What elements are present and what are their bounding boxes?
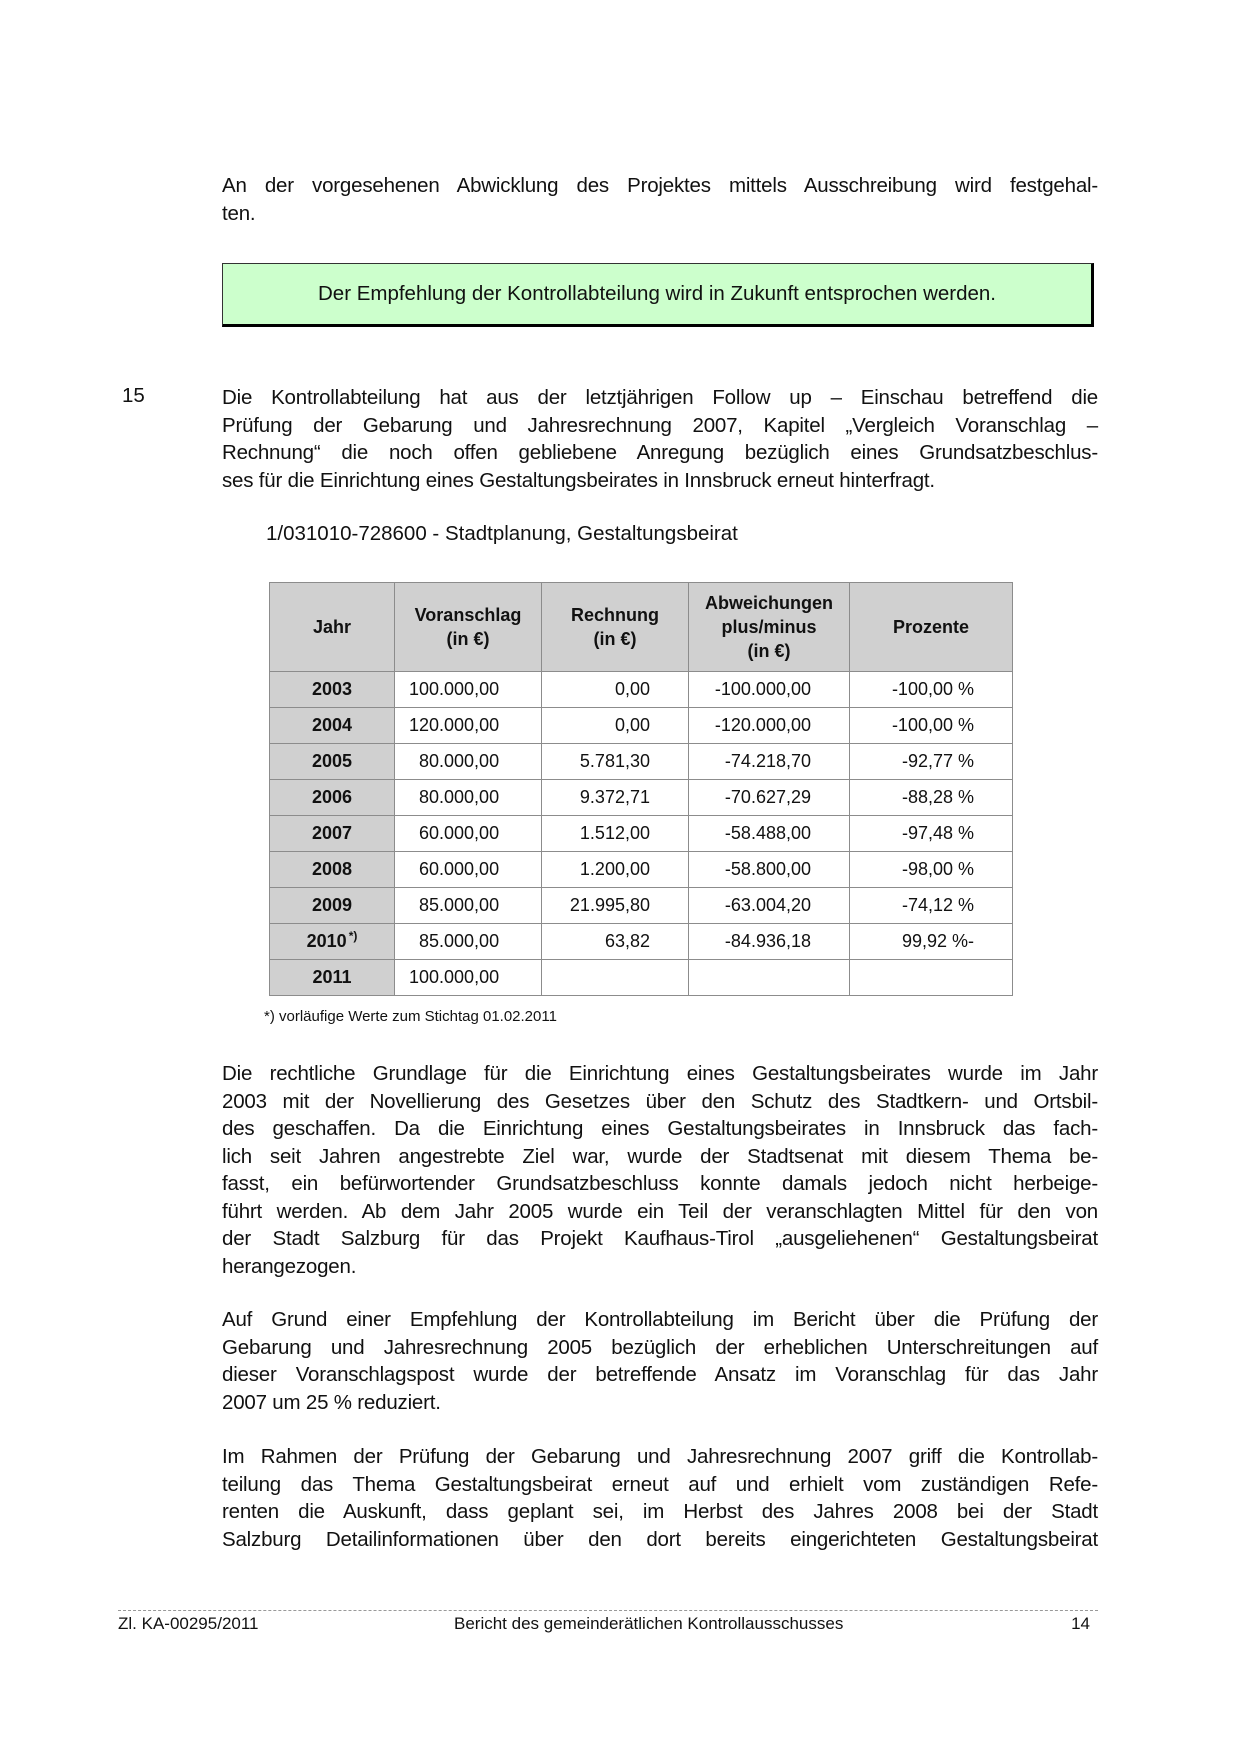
prozente-cell: -98,00 % (850, 852, 1013, 888)
footnote-marker: *) (348, 929, 358, 943)
text-line: Auf Grund einer Empfehlung der Kontrollabteilung im Bericht über die Prüfung der (222, 1308, 1098, 1331)
section-paragraph (222, 384, 1098, 494)
recommendation-text: Der Empfehlung der Kontrollabteilung wird in Zukunft entsprochen werden. (317, 282, 997, 305)
text-line: Die rechtliche Grundlage für die Einrichtung eines Gestaltungsbeirates wurde im Jahr (222, 1062, 1098, 1085)
voranschlag-cell: 60.000,00 (395, 852, 542, 888)
table-row (270, 780, 1013, 816)
table-row (270, 960, 1013, 996)
voranschlag-cell: 100.000,00 (395, 960, 542, 996)
rechnung-cell: 63,82 (542, 924, 689, 960)
voranschlag-cell: 80.000,00 (395, 780, 542, 816)
prozente-cell: 99,92 %- (850, 924, 1013, 960)
abweichung-cell: -63.004,20 (689, 888, 850, 924)
rechnung-cell: 0,00 (542, 708, 689, 744)
budget-table (269, 582, 1013, 996)
prozente-cell (850, 960, 1013, 996)
text-line: fasst, ein befürwortender Grundsatzbeschluss konnte damals jedoch nicht herbeige- (222, 1172, 1098, 1195)
footer-reference: Zl. KA-00295/2011 (118, 1614, 259, 1633)
abweichung-cell (689, 960, 850, 996)
text-line: herangezogen. (222, 1254, 357, 1278)
paragraph-reduction (222, 1306, 1098, 1416)
abweichung-cell: -74.218,70 (689, 744, 850, 780)
text-line: lich seit Jahren angestrebte Ziel war, wurde der Stadtsenat mit diesem Thema be- (222, 1144, 1098, 1168)
text-line: ses für die Einrichtung eines Gestaltungsbeirates in Innsbruck erneut hinterfragt. (222, 468, 935, 492)
section-number: 15 (122, 384, 145, 407)
table-row (270, 672, 1013, 708)
text-line: Prüfung der Gebarung und Jahresrechnung 2007, Kapitel „Vergleich Voranschlag – (222, 413, 1098, 437)
text-line: führt werden. Ab dem Jahr 2005 wurde ein Teil der veranschlagten Mittel für den von (222, 1199, 1098, 1223)
voranschlag-cell: 60.000,00 (395, 816, 542, 852)
abweichung-cell: -84.936,18 (689, 924, 850, 960)
header-prozente: Prozente (850, 583, 1013, 672)
table-row (270, 924, 1013, 960)
abweichung-cell: -58.800,00 (689, 852, 850, 888)
voranschlag-cell: 80.000,00 (395, 744, 542, 780)
intro-paragraph (222, 172, 1098, 227)
abweichung-cell: -120.000,00 (689, 708, 850, 744)
header-voranschlag: Voranschlag (in €) (395, 583, 542, 672)
table-header-row (270, 583, 1013, 672)
text-line: 2003 mit der Novellierung des Gesetzes über den Schutz des Stadtkern- und Ortsbil- (222, 1089, 1098, 1113)
footer-page-number: 14 (1071, 1614, 1090, 1633)
year-cell: 2011 (270, 960, 395, 996)
rechnung-cell: 0,00 (542, 672, 689, 708)
voranschlag-cell: 85.000,00 (395, 888, 542, 924)
voranschlag-cell: 120.000,00 (395, 708, 542, 744)
text-line: Gebarung und Jahresrechnung 2005 bezüglich der erheblichen Unterschreitungen auf (222, 1335, 1098, 1359)
rechnung-cell: 1.200,00 (542, 852, 689, 888)
abweichung-cell: -58.488,00 (689, 816, 850, 852)
text-line: Rechnung“ die noch offen gebliebene Anregung bezüglich eines Grundsatzbeschlus- (222, 441, 1098, 464)
year-cell: 2008 (270, 852, 395, 888)
header-abweichungen: Abweichungen plus/minus (in €) (689, 583, 850, 672)
text-line: An der vorgesehenen Abwicklung des Projektes mittels Ausschreibung wird festgehal- (222, 174, 1098, 197)
header-rechnung: Rechnung (in €) (542, 583, 689, 672)
text-line: des geschaffen. Da die Einrichtung eines Gestaltungsbeirates in Innsbruck das fach- (222, 1117, 1098, 1140)
recommendation-box (222, 263, 1094, 327)
prozente-cell: -100,00 % (850, 672, 1013, 708)
paragraph-legal-basis (222, 1060, 1098, 1280)
voranschlag-cell: 100.000,00 (395, 672, 542, 708)
text-line: 2007 um 25 % reduziert. (222, 1390, 441, 1414)
year-cell: 2004 (270, 708, 395, 744)
table-row (270, 744, 1013, 780)
year-cell: 2010 *) (270, 924, 395, 960)
text-line: Die Kontrollabteilung hat aus der letztjährigen Follow up – Einschau betreffend die (222, 386, 1098, 409)
voranschlag-cell: 85.000,00 (395, 924, 542, 960)
year-cell: 2006 (270, 780, 395, 816)
prozente-cell: -100,00 % (850, 708, 1013, 744)
prozente-cell: -88,28 % (850, 780, 1013, 816)
rechnung-cell (542, 960, 689, 996)
text-line: dieser Voranschlagspost wurde der betreffende Ansatz im Voranschlag für das Jahr (222, 1363, 1098, 1386)
table-row (270, 888, 1013, 924)
rechnung-cell: 5.781,30 (542, 744, 689, 780)
table-row (270, 816, 1013, 852)
rechnung-cell: 1.512,00 (542, 816, 689, 852)
abweichung-cell: -100.000,00 (689, 672, 850, 708)
text-line: der Stadt Salzburg für das Projekt Kaufhaus-Tirol „ausgeliehenen“ Gestaltungsbeirat (222, 1227, 1098, 1250)
year-cell: 2007 (270, 816, 395, 852)
text-line: teilung das Thema Gestaltungsbeirat erneut auf und erhielt vom zuständigen Refe- (222, 1472, 1098, 1496)
table-row (270, 852, 1013, 888)
text-line: ten. (222, 201, 256, 225)
year-cell: 2003 (270, 672, 395, 708)
header-jahr: Jahr (270, 583, 395, 672)
text-line: Im Rahmen der Prüfung der Gebarung und Jahresrechnung 2007 griff die Kontrollab- (222, 1445, 1098, 1468)
prozente-cell: -97,48 % (850, 816, 1013, 852)
abweichung-cell: -70.627,29 (689, 780, 850, 816)
year-cell: 2009 (270, 888, 395, 924)
paragraph-review-2007 (222, 1443, 1098, 1553)
text-line: Salzburg Detailinformationen über den dort bereits eingerichteten Gestaltungsbeirat (222, 1527, 1098, 1551)
text-line: renten die Auskunft, dass geplant sei, im Herbst des Jahres 2008 bei der Stadt (222, 1500, 1098, 1523)
footer-divider (118, 1610, 1098, 1611)
prozente-cell: -92,77 % (850, 744, 1013, 780)
table-footnote: *) vorläufige Werte zum Stichtag 01.02.2011 (264, 1008, 557, 1025)
rechnung-cell: 9.372,71 (542, 780, 689, 816)
rechnung-cell: 21.995,80 (542, 888, 689, 924)
table-row (270, 708, 1013, 744)
prozente-cell: -74,12 % (850, 888, 1013, 924)
account-line: 1/031010-728600 - Stadtplanung, Gestaltungsbeirat (266, 522, 738, 545)
year-cell: 2005 (270, 744, 395, 780)
footer-title: Bericht des gemeinderätlichen Kontrollausschusses (454, 1614, 844, 1633)
